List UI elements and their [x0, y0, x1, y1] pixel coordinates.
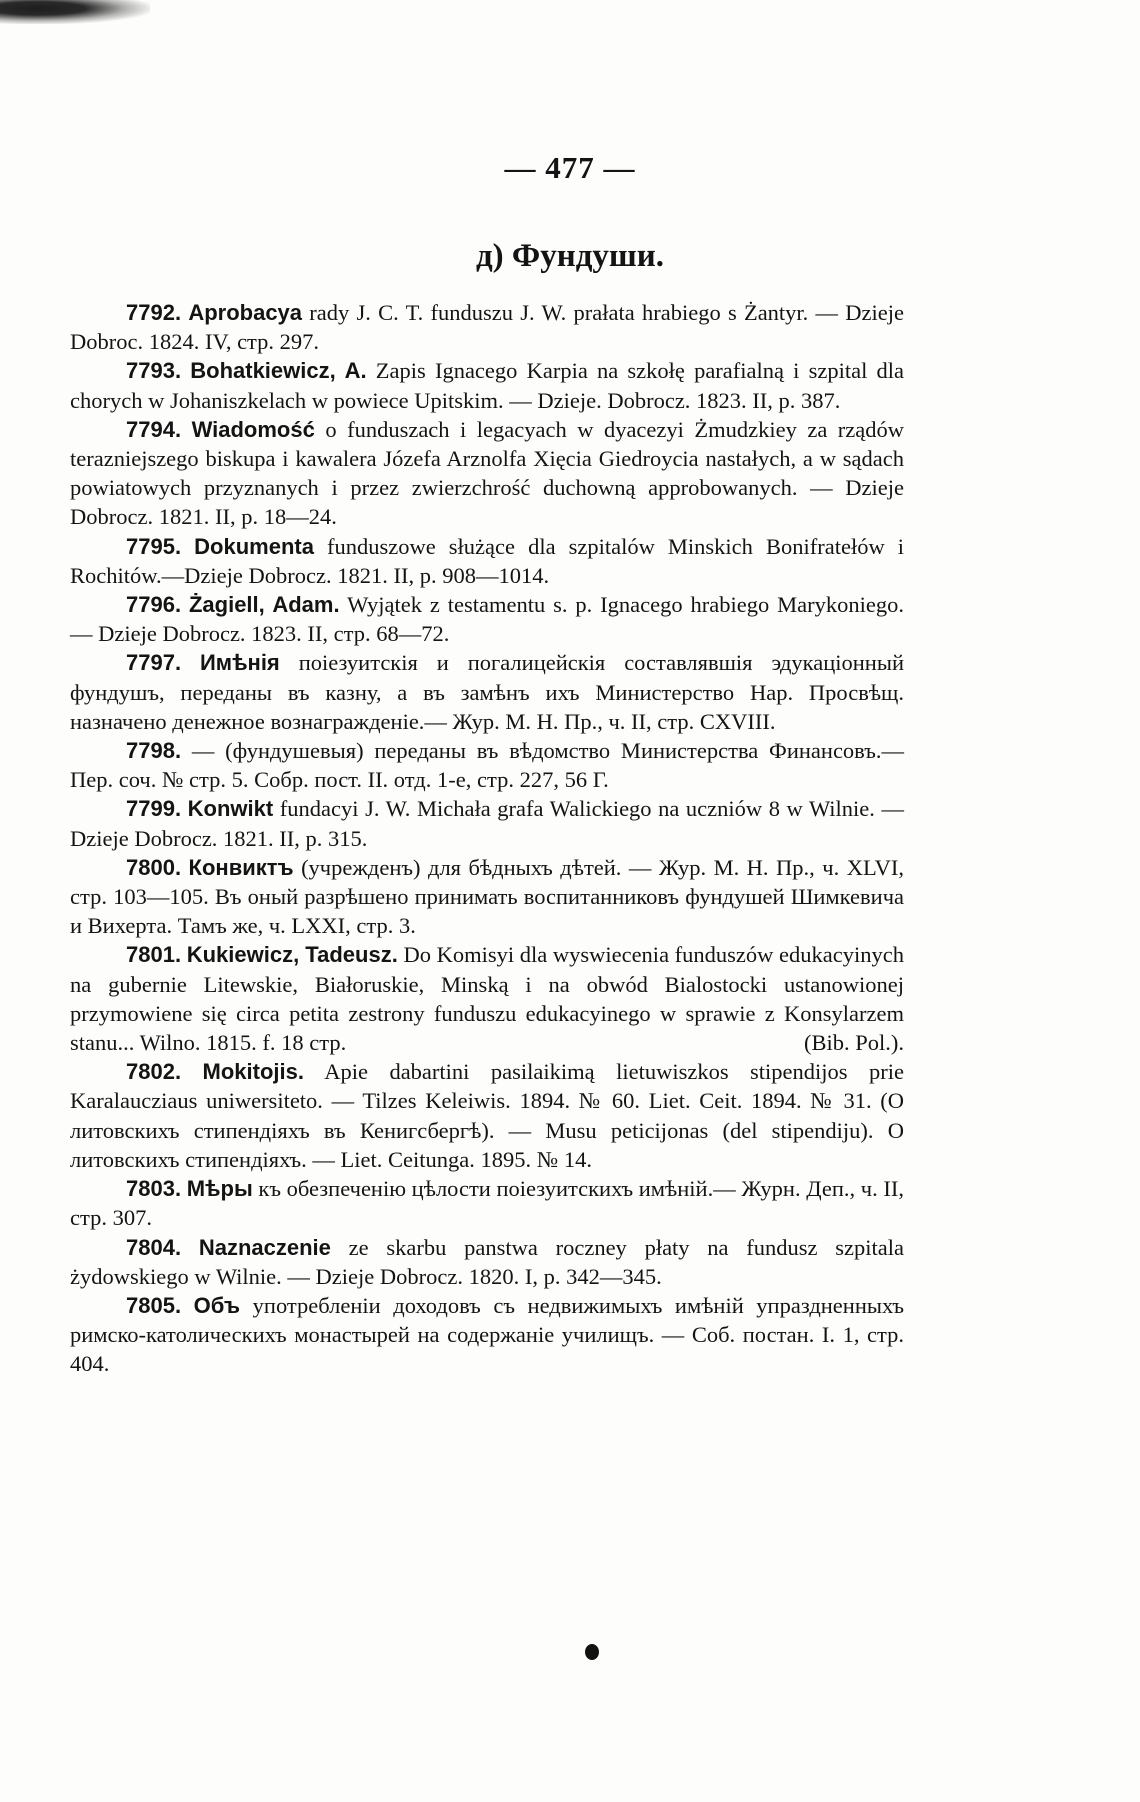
entry-headword: Wiadomość: [191, 416, 315, 442]
ink-speck-decoration: [585, 1644, 599, 1660]
bibliography-entry: [70, 298, 904, 356]
entry-number: 7803.: [126, 1176, 182, 1202]
entry-number: 7799.: [126, 796, 182, 822]
entry-text: — (фундушевыя) переданы въ вѣдомство Министерства Финансовъ.—Пер. соч. № стр. 5. Собр. пост. II. отд. 1-е, стр. 227, 56 Г.: [70, 738, 904, 793]
bibliography-entry: [70, 853, 904, 941]
entry-text: Apie dabartini pasilaikimą lietuwiszkos stipendijos prie Karalaucziaus uniwersiteto. — Tilzes Keleiwis. 1894. № 60. Liet. Ceit. 1894. № 31. (О литовскихъ стипендіяхъ въ Кенигсбергѣ). — Musu peticijonas (del stipendiju). О литовскихъ стипендіяхъ. — Liet. Ceitunga. 1895. № 14.: [70, 1059, 905, 1172]
entry-text: o funduszach i legacyach w dyacezyi Żmudzkiey za rządów terazniejszego biskupa i kawalera Józefa Arznolfa Xięcia Giedroycia nastałych, a w sądach powiatowych przyznanych i przez zwierzchrość duchowną approbowanych. — Dzieje Dobrocz. 1821. II, p. 18—24.: [70, 416, 905, 530]
entry-headword: Naznaczenie: [198, 1234, 331, 1260]
entry-headword: Конвиктъ: [188, 854, 294, 880]
entry-number: 7793.: [126, 358, 182, 384]
entry-headword: Мѣры: [186, 1176, 253, 1202]
entry-number: 7792.: [126, 300, 182, 325]
entry-text: къ обезпеченію цѣлости поiезуитскихъ имѣній.— Журн. Деп., ч. II, стр. 307.: [70, 1176, 904, 1231]
bibliography-entry: [70, 648, 904, 736]
entry-text: ze skarbu panstwa roczney płaty na fundusz szpitala żydowskiego w Wilnie. — Dzieje Dobrocz. 1820. I, p. 342—345.: [70, 1234, 905, 1289]
entry-headword: Объ: [193, 1292, 241, 1318]
bibliography-entry: [70, 736, 904, 794]
entry-headword: Bohatkiewicz, A.: [190, 358, 367, 384]
page-number: — 477 —: [504, 150, 636, 185]
ink-blot-decoration: [0, 0, 150, 24]
entry-number: 7802.: [126, 1059, 182, 1085]
entry-headword: Konwikt: [187, 796, 274, 822]
bibliography-entry: [70, 356, 904, 414]
bibliography-entry: [70, 940, 904, 1057]
bibliography-entry: [70, 1233, 904, 1291]
entry-headword: Имѣнія: [199, 650, 280, 676]
entry-number: 7794.: [126, 416, 182, 442]
entry-number: 7804.: [126, 1234, 182, 1260]
entry-text: fundacyi J. W. Michała grafa Walickiego na uczniów 8 w Wilnie. — Dzieje Dobrocz. 1821. II, p. 315.: [70, 796, 904, 851]
entry-headword: Kukiewicz, Tadeusz.: [186, 942, 398, 968]
entry-headword: Dokumenta: [194, 533, 314, 559]
bibliography-entry: [70, 415, 904, 532]
entry-text: funduszowe służące dla szpitalów Minskich Bonifratełów i Rochitów.—Dzieje Dobrocz. 1821. II, p. 908—1014.: [70, 533, 905, 588]
entry-text: поiезуитскія и погалицейскія составлявшія эдукаціонный фундушъ, переданы въ казну, а въ замѣнъ ихъ Министерство Нар. Просвѣщ. назначено денежное вознагражденіе.— Жур. М. Н. Пр., ч. II, стр. CXVIII.: [70, 650, 904, 734]
entry-number: 7795.: [126, 533, 182, 559]
entry-headword: Mokitojis.: [202, 1059, 304, 1085]
entry-number: 7805.: [126, 1292, 182, 1318]
bibliography-entry: [70, 794, 904, 852]
entry-source: (Bib. Pol.).: [803, 1030, 904, 1056]
entry-text: Do Komisyi dla wyswiecenia funduszów edukacyinych na gubernie Litewskie, Białoruskie, Minską i na obwód Bialostocki ustanowionej przymowiene się circa petita zestrony funduszu edukacyinego w sprawie z Konsylarzem stanu... Wilno. 1815. f. 18 стр.: [70, 942, 904, 1056]
entry-text: употребленіи доходовъ съ недвижимыхъ имѣній упраздненныхъ римско-католическихъ монастырей на содержаніе училищъ. — Соб. постан. I. 1, стр. 404.: [70, 1292, 905, 1377]
section-heading: д) Фундуши.: [475, 238, 665, 274]
bibliography-entry: [70, 1174, 904, 1232]
bibliography-entry: [70, 590, 904, 648]
entry-number: 7797.: [126, 650, 182, 676]
entry-text: (учрежденъ) для бѣдныхъ дѣтей. — Жур. М. Н. Пр., ч. XLVI, стр. 103—105. Въ оный разрѣшено принимать воспитанниковъ фундушей Шимкевича и Вихерта. Тамъ же, ч. LXXI, стр. 3.: [70, 854, 904, 939]
bibliography-entry: [70, 1057, 904, 1174]
entry-text: rady J. C. T. funduszu J. W. prałata hrabiego s Żantyr. — Dzieje Dobroc. 1824. IV, стр. 297.: [70, 300, 905, 355]
entry-text: Wyjątek z testamentu s. p. Ignacego hrabiego Marykoniego. — Dzieje Dobrocz. 1823. II, стр. 68—72.: [70, 592, 905, 647]
entry-number: 7800.: [126, 854, 182, 880]
bibliography-entry: [70, 1291, 904, 1379]
entry-headword: Żagiell, Adam.: [188, 592, 340, 618]
entry-text: Zapis Ignacego Karpia na szkołę parafialną i szpital dla chorych w Johaniszkelach w powiece Upitskim. — Dzieje. Dobrocz. 1823. II, p. 387.: [70, 358, 905, 413]
entry-number: 7796.: [126, 592, 182, 618]
entry-number: 7798.: [126, 738, 182, 764]
entries-list: [70, 298, 904, 1379]
bibliography-entry: [70, 532, 904, 590]
entry-headword: Aprobacya: [188, 300, 303, 325]
entry-number: 7801.: [126, 942, 182, 968]
